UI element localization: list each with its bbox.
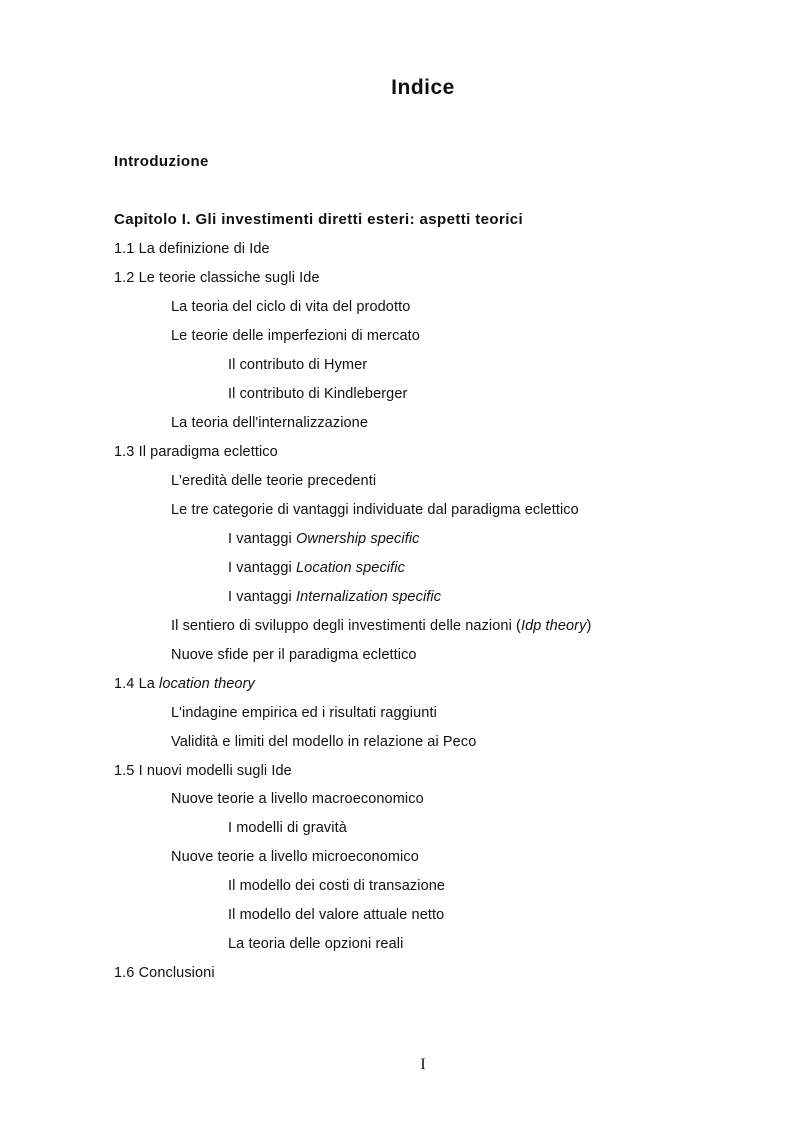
- toc-entry-1-6: 1.6 Conclusioni: [114, 965, 215, 981]
- toc-text: Il sentiero di sviluppo degli investimenti delle nazioni (: [171, 618, 521, 634]
- toc-italic-term: Ownership specific: [296, 531, 420, 547]
- toc-subsubentry: [228, 589, 441, 605]
- toc-subsubentry: Il modello dei costi di transazione: [228, 878, 446, 894]
- toc-subentry: Nuove teorie a livello macroeconomico: [171, 791, 424, 807]
- toc-subentry: Validità e limiti del modello in relazione ai Peco: [171, 734, 477, 750]
- toc-subsubentry: [228, 560, 405, 576]
- toc-subentry: L'eredità delle teorie precedenti: [171, 473, 377, 489]
- toc-subentry: Le teorie delle imperfezioni di mercato: [171, 328, 420, 344]
- toc-subsubentry: Il contributo di Hymer: [228, 357, 368, 373]
- toc-subsubentry: La teoria delle opzioni reali: [228, 936, 404, 952]
- page-title: Indice: [391, 76, 455, 99]
- toc-subsubentry: [228, 531, 420, 547]
- toc-chapter-1: Capitolo I. Gli investimenti diretti esteri: aspetti teorici: [114, 211, 524, 228]
- toc-text: I vantaggi: [228, 560, 297, 576]
- toc-subentry: L'indagine empirica ed i risultati raggiunti: [171, 705, 437, 721]
- toc-subsubentry: Il modello del valore attuale netto: [228, 907, 445, 923]
- toc-entry-1-5: 1.5 I nuovi modelli sugli Ide: [114, 763, 292, 779]
- toc-subentry: Le tre categorie di vantaggi individuate dal paradigma eclettico: [171, 502, 579, 518]
- toc-italic-term: location theory: [159, 676, 255, 692]
- toc-subsubentry: Il contributo di Kindleberger: [228, 386, 408, 402]
- toc-text: 1.4 La: [114, 676, 160, 692]
- toc-subentry: La teoria del ciclo di vita del prodotto: [171, 299, 411, 315]
- toc-italic-term: Location specific: [296, 560, 405, 576]
- toc-intro: Introduzione: [114, 153, 209, 170]
- toc-entry-1-1: 1.1 La definizione di Ide: [114, 241, 270, 257]
- toc-subsubentry: I modelli di gravità: [228, 820, 347, 836]
- toc-subentry: Nuove sfide per il paradigma eclettico: [171, 647, 417, 663]
- toc-italic-term: Idp theory: [520, 618, 587, 634]
- toc-text: ): [586, 618, 592, 634]
- page-number: I: [420, 1056, 426, 1073]
- toc-entry-1-4: [114, 676, 255, 692]
- toc-text: I vantaggi: [228, 589, 297, 605]
- toc-entry-1-3: 1.3 Il paradigma eclettico: [114, 444, 278, 460]
- toc-italic-term: Internalization specific: [296, 589, 442, 605]
- toc-subentry: La teoria dell'internalizzazione: [171, 415, 369, 431]
- toc-subentry: Nuove teorie a livello microeconomico: [171, 849, 419, 865]
- toc-text: I vantaggi: [228, 531, 297, 547]
- toc-subentry: [171, 618, 591, 634]
- toc-entry-1-2: 1.2 Le teorie classiche sugli Ide: [114, 270, 320, 286]
